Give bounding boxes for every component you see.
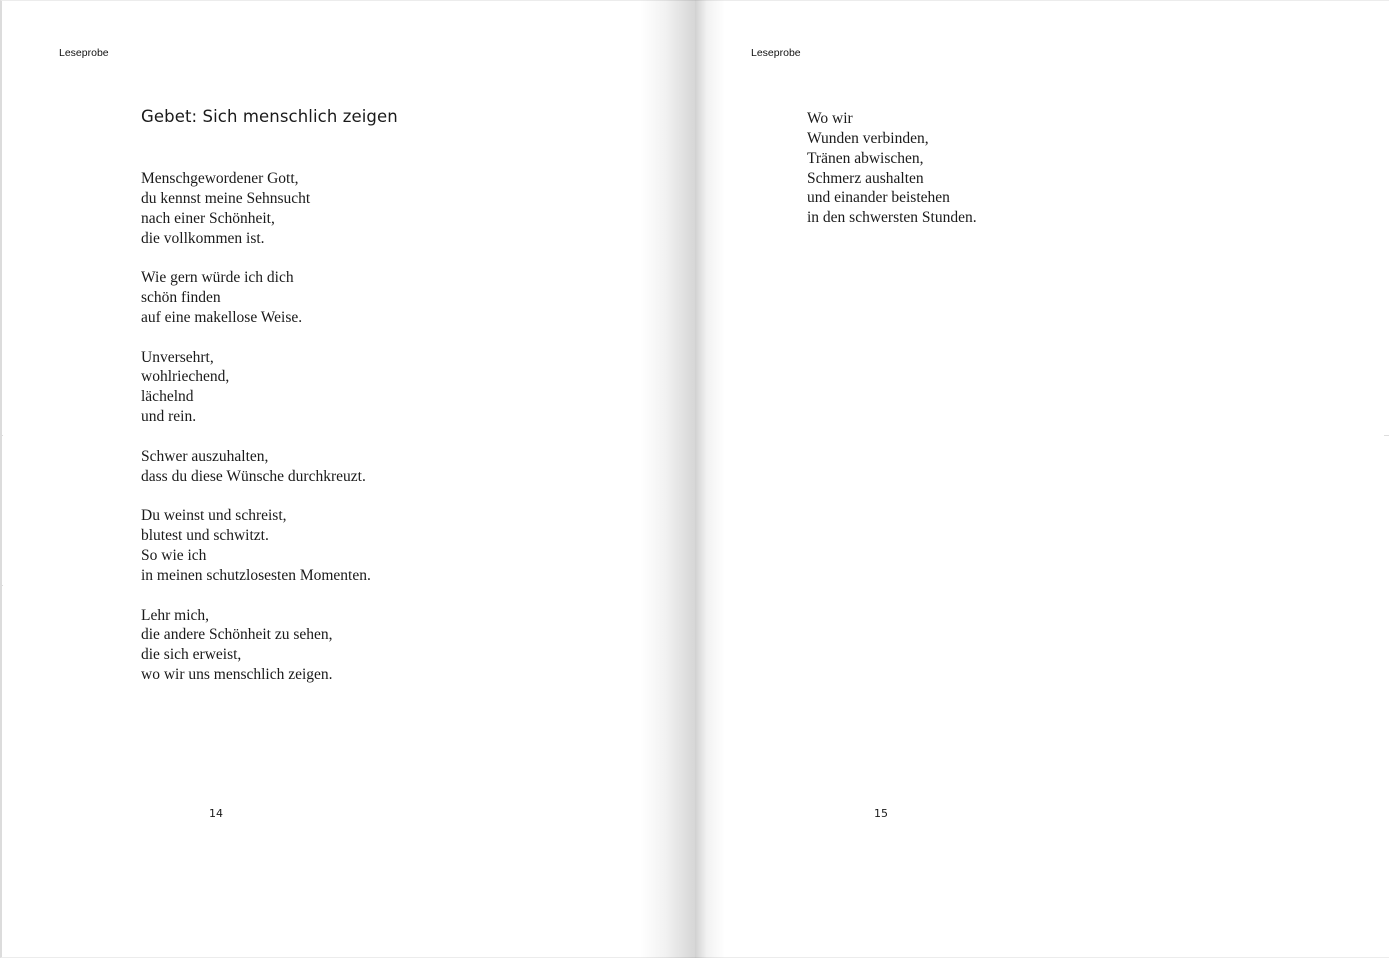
poem-body-left <box>141 169 371 705</box>
stanza <box>807 109 977 228</box>
edge-divider <box>0 435 3 436</box>
poem-line: die vollkommen ist. <box>141 229 265 247</box>
poem-body-right <box>807 109 977 248</box>
stanza <box>141 169 371 248</box>
poem-line: lächelnd <box>141 388 194 406</box>
stanza <box>141 447 371 487</box>
poem-line: So wie ich <box>141 547 207 565</box>
poem-line: Lehr mich, <box>141 606 210 624</box>
poem-line: Unversehrt, <box>141 348 214 366</box>
poem-line: Wie gern würde ich dich <box>141 269 294 287</box>
poem-line: in den schwersten Stunden. <box>807 209 977 227</box>
poem-line: Du weinst und schreist, <box>141 507 287 525</box>
poem-title: Gebet: Sich menschlich zeigen <box>141 107 398 126</box>
page-number-left: 14 <box>209 807 223 820</box>
edge-divider <box>0 585 3 586</box>
poem-line: die sich erweist, <box>141 646 242 664</box>
poem-line: Tränen abwischen, <box>807 149 924 167</box>
poem-line: und einander beistehen <box>807 189 950 207</box>
poem-line: Wunden verbinden, <box>807 129 929 147</box>
poem-line: wohlriechend, <box>141 368 230 386</box>
poem-line: Menschgewordener Gott, <box>141 170 299 187</box>
poem-line: wo wir uns menschlich zeigen. <box>141 666 333 684</box>
poem-line: Wo wir <box>807 110 853 127</box>
gutter-shadow-right <box>695 0 725 958</box>
running-head-left: Leseprobe <box>59 47 109 59</box>
poem-line: und rein. <box>141 408 197 426</box>
poem-line: auf eine makellose Weise. <box>141 308 303 326</box>
page-number-right: 15 <box>874 807 888 820</box>
right-page <box>695 0 1389 958</box>
stanza <box>141 506 371 585</box>
edge-divider <box>1384 435 1389 436</box>
stanza <box>141 268 371 328</box>
running-head-right: Leseprobe <box>751 47 801 59</box>
poem-line: schön finden <box>141 289 221 307</box>
stanza <box>141 348 371 427</box>
poem-line: in meinen schutzlosesten Momenten. <box>141 566 371 584</box>
poem-line: dass du diese Wünsche durchkreuzt. <box>141 467 366 485</box>
poem-line: Schmerz aushalten <box>807 169 924 187</box>
poem-line: blutest und schwitzt. <box>141 527 269 545</box>
poem-line: nach einer Schönheit, <box>141 209 275 227</box>
poem-line: Schwer auszuhalten, <box>141 447 269 465</box>
poem-line: die andere Schönheit zu sehen, <box>141 626 333 644</box>
stanza <box>141 606 371 685</box>
gutter-shadow-left <box>640 0 695 958</box>
poem-line: du kennst meine Sehnsucht <box>141 189 311 207</box>
